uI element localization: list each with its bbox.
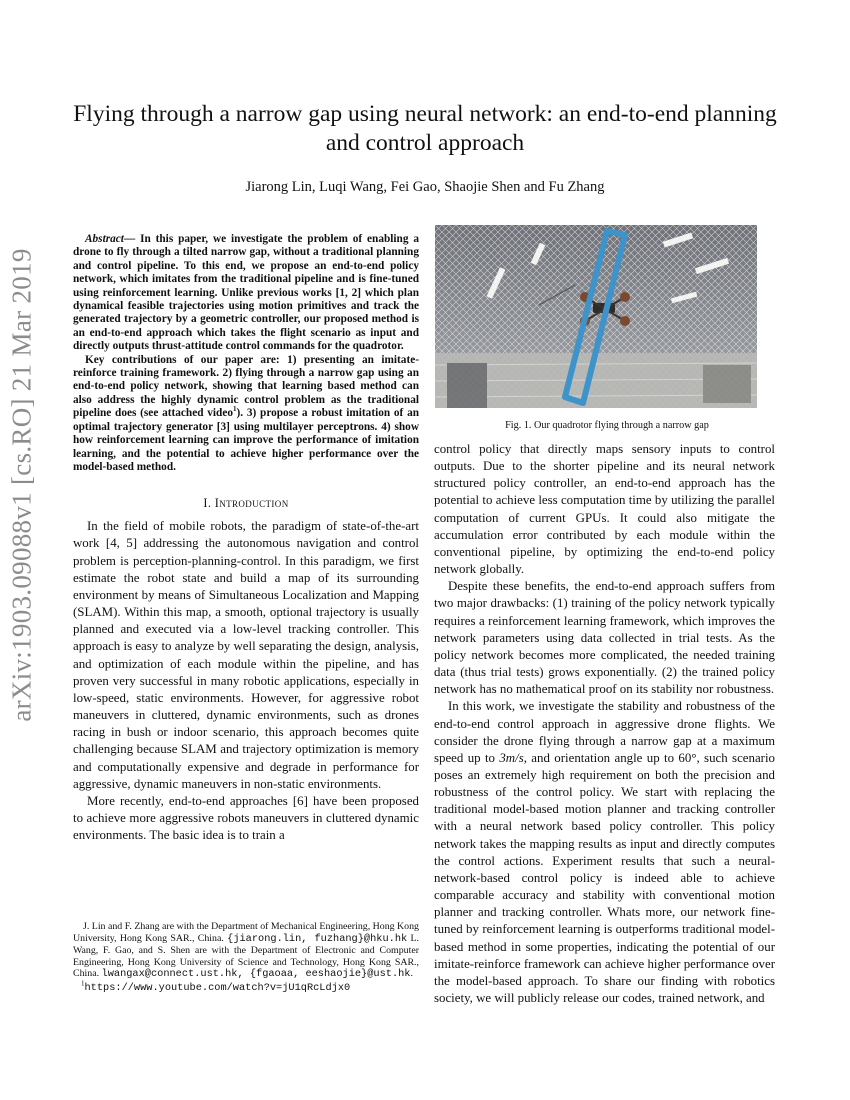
arxiv-identifier: arXiv:1903.09088v1 [cs.RO] 21 Mar 2019 bbox=[6, 248, 37, 722]
abstract-label: Abstract bbox=[85, 233, 124, 245]
intro-paragraph-2: More recently, end-to-end approaches [6] have been proposed to achieve more aggressive robots maneuvers in cluttered dynamic environments. The basic idea is to train a bbox=[73, 793, 419, 843]
email-a: {jiarong.lin, fuzhang}@hku.hk bbox=[227, 932, 408, 945]
video-url[interactable]: https://www.youtube.com/watch?v=jU1qRcLdjx0 bbox=[84, 981, 351, 994]
key-contributions bbox=[73, 354, 419, 475]
intro-paragraph-1: In the field of mobile robots, the paradigm of state-of-the-art work [4, 5] addressing the autonomous navigation and control problem is perception-planning-control. In this paradigm, we first estimate the robot state and build a map of its surrounding environment by means of Simultaneous Localization and Mapping (SLAM). Within this map, a smooth, optional trajectory is usually planned and executed via a low-level tracking controller. This approach is easy to analyze by well separating the design, analysis, and optimization of each module within the pipeline, and has proven very successful in many robotic applications, especially in low-speed, static environments. However, for aggressive robot maneuvers in cluttered, dynamic environments, such as drones racing in bush or indoor scenario, this approach becomes quite challenging because SLAM and trajectory optimization is memory and computationally expensive and degrade in performance for aggressive, dynamic maneuvers in non-static environments. bbox=[73, 519, 419, 791]
paragraph-3-text-a: In this work, we investigate the stability and robustness of the end-to-end control approach in aggressive drone flights. We consider the drone flying through a narrow gap at a maximum speed up to bbox=[434, 699, 775, 765]
email-b: lwangax@connect.ust.hk, {fgaoaa, eeshaojie}@ust.hk bbox=[101, 968, 411, 981]
paper-title: Flying through a narrow gap using neural network: an end-to-end planning and control approach bbox=[73, 101, 777, 156]
affiliation-b: L. Wang, F. Gao, and S. Shen are with the Department of Electronic and Computer Engineering, Hong Kong University of Science and Technology, Hong Kong SAR., China. bbox=[73, 932, 419, 980]
contributions-text-b: ). 3) propose a robust imitation of an optimal trajectory generator [3] using multilayer perceptrons. 4) show how reinforcement learning can improve the performance of imitation learning, and the potential to achieve higher performance over the model-based method. bbox=[73, 407, 420, 473]
section-heading bbox=[73, 496, 419, 511]
abstract-text: — In this paper, we investigate the problem of enabling a drone to fly through a tilted narrow gap, without a traditional planning and control pipeline. To this end, we propose an end-to-end policy network, which imitates from the traditional pipeline and is fine-tuned using reinforcement learning. Unlike previous works [1, 2] which plan dynamical feasible trajectories using motion primitives and track the generated trajectory by a geometric controller, our proposed method is an end-to-end approach which takes the flight scenario as input and directly outputs thrust-attitude control commands for the quadrotor. bbox=[73, 233, 419, 353]
affiliation-a: J. Lin and F. Zhang are with the Department of Mechanical Engineering, Hong Kong University, Hong Kong SAR., China. bbox=[73, 921, 419, 944]
affiliation-footnote bbox=[73, 921, 419, 981]
paragraph-3-text-b: , and orientation angle up to bbox=[523, 750, 679, 765]
figure-caption: Fig. 1. Our quadrotor flying through a narrow gap bbox=[505, 420, 709, 431]
footnote-mark: 1 bbox=[233, 405, 237, 414]
right-column bbox=[434, 441, 775, 1007]
footnote-number: 1 bbox=[81, 979, 85, 988]
affiliation-end: . bbox=[410, 968, 413, 980]
contributions-text-a: Key contributions of our paper are: 1) presenting an imitate-reinforce training framework. 2) flying through a narrow gap using an end-to-end policy network, showing that learning based method can also address the highly dynamic control problem as the traditional pipeline does (see attached video bbox=[73, 353, 419, 420]
left-column bbox=[73, 233, 419, 844]
arxiv-stamp bbox=[2, 248, 42, 722]
section-title: Introduction bbox=[214, 496, 289, 511]
paragraph-3-text-c: , such scenario poses an extremely high requirement on both the precision and robustness of the control policy. We start with replacing the traditional model-based motion planner and tracking controller with a neural network based policy controller. This policy network takes the mapping results as input and directly computes the control actions. Experiment results that such a neural-network-based control policy is indeed able to achieve comparable accuracy and stability with conventional motion planner and tracking controller. Whats more, our network fine-tuned by reinforcement learning is outperforms traditional model-based method in some properties, indicating the potential of our imitate-reinforce framework can achieve higher performance over the model-based approach. To share our finding with robotics society, we will publicly release our codes, trained network, and bbox=[434, 750, 775, 1005]
abstract bbox=[73, 233, 419, 354]
author-list: Jiarong Lin, Luqi Wang, Fei Gao, Shaojie Shen and Fu Zhang bbox=[245, 179, 605, 195]
figure-photo bbox=[435, 225, 757, 408]
right-paragraph-1: control policy that directly maps sensory inputs to control outputs. Due to the shorter pipeline and its neural network structured policy controller, an end-to-end approach has the potential to achieve less computation time by utilizing the parallel computation of current GPUs. It could also mitigate the accumulation error contributed by each module within the conventional pipeline, by optimizing the end-to-end policy network globally. bbox=[434, 442, 775, 577]
speed-value: 3m/s bbox=[499, 750, 524, 765]
footnotes bbox=[73, 921, 419, 995]
angle-value: 60° bbox=[678, 750, 697, 765]
right-paragraph-3 bbox=[434, 698, 775, 1007]
video-footnote bbox=[73, 979, 419, 995]
right-paragraph-2: Despite these benefits, the end-to-end approach suffers from two major drawbacks: (1) training of the policy network typically requires a reinforcement learning framework, which improves the network parameters using data collected in trial tests. As the policy network becomes more complicated, the needed training data (thus trial tests) grows exponentially. (2) the trained policy network has no mathematical proof on its stability nor robustness. bbox=[434, 579, 775, 697]
section-numeral: I. bbox=[203, 496, 215, 511]
